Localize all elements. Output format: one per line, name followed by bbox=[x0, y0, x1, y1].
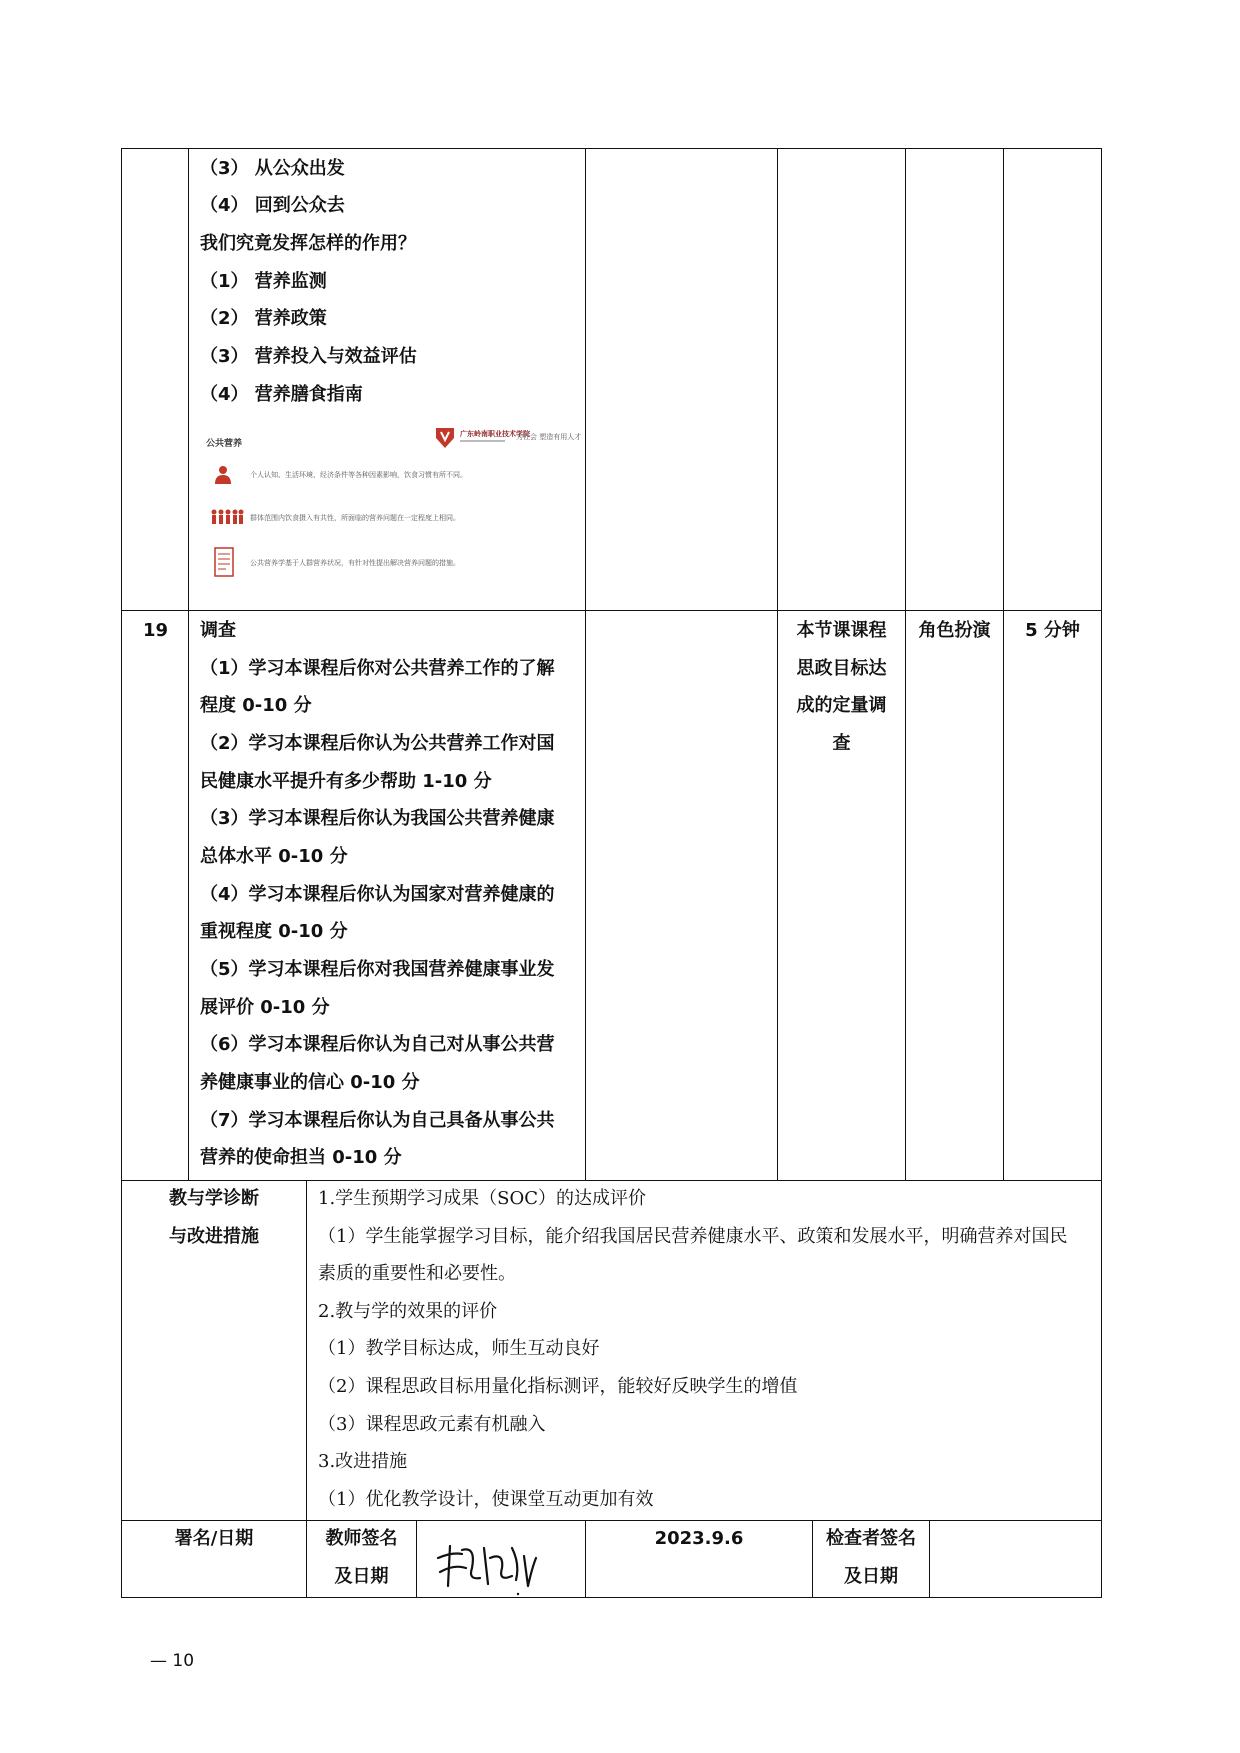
signature-date: 2023.9.6 bbox=[654, 1528, 744, 1549]
row18-role-3: （3） 营养投入与效益评估 bbox=[200, 346, 417, 367]
slide-title: 公共营养 bbox=[206, 439, 243, 449]
document-icon bbox=[214, 547, 234, 577]
row19-heading: 调查 bbox=[200, 620, 236, 641]
row19-goal-line-4: 查 bbox=[832, 733, 851, 754]
slide-line-1: 个人认知、生活环境、经济条件等各种因素影响，饮食习惯有所不同。 bbox=[250, 471, 467, 479]
slide-line-2: 群体范围内饮食摄入有共性，所面临的营养问题在一定程度上相同。 bbox=[250, 514, 460, 522]
row18-role-4: （4） 营养膳食指南 bbox=[200, 384, 363, 405]
group-icon bbox=[210, 508, 244, 526]
row19-line-10: 展评价 0-10 分 bbox=[200, 997, 330, 1018]
teacher-label-line-1: 教师签名 bbox=[325, 1528, 398, 1549]
row19-method: 角色扮演 bbox=[918, 620, 991, 641]
row18-question: 我们究竟发挥怎样的作用？ bbox=[200, 233, 416, 254]
row19-line-1: （1）学习本课程后你对公共营养工作的了解 bbox=[200, 658, 555, 679]
diagnosis-line-7: （3）课程思政元素有机融入 bbox=[318, 1414, 546, 1435]
row19-line-8: 重视程度 0-10 分 bbox=[200, 921, 348, 942]
row19-line-12: 养健康事业的信心 0-10 分 bbox=[200, 1072, 420, 1093]
row19-goal-line-2: 思政目标达 bbox=[796, 658, 887, 679]
row19-line-11: （6）学习本课程后你认为自己对从事公共营 bbox=[200, 1034, 555, 1055]
row19-line-14: 营养的使命担当 0-10 分 bbox=[200, 1147, 402, 1168]
slide-thumbnail bbox=[198, 421, 582, 590]
school-logo-icon bbox=[434, 426, 456, 450]
diagnosis-label-line-2: 与改进措施 bbox=[169, 1226, 259, 1247]
row19-line-13: （7）学习本课程后你认为自己具备从事公共 bbox=[200, 1110, 555, 1131]
slide-logo-text: 广东岭南职业技术学院 bbox=[460, 430, 530, 438]
diagnosis-line-1: 1.学生预期学习成果（SOC）的达成评价 bbox=[318, 1188, 647, 1209]
row19-number: 19 bbox=[143, 620, 169, 641]
row19-line-4: 民健康水平提升有多少帮助 1-10 分 bbox=[200, 771, 492, 792]
teacher-label-line-2: 及日期 bbox=[334, 1566, 389, 1587]
diagnosis-line-6: （2）课程思政目标用量化指标测评，能较好反映学生的增值 bbox=[318, 1376, 798, 1397]
row19-line-5: （3）学习本课程后你认为我国公共营养健康 bbox=[200, 808, 555, 829]
row19-line-7: （4）学习本课程后你认为国家对营养健康的 bbox=[200, 884, 555, 905]
page-number: — 10 bbox=[150, 1651, 195, 1671]
diagnosis-line-8: 3.改进措施 bbox=[318, 1451, 408, 1472]
row19-line-3: （2）学习本课程后你认为公共营养工作对国 bbox=[200, 733, 555, 754]
row19-line-6: 总体水平 0-10 分 bbox=[200, 846, 348, 867]
row18-role-2: （2） 营养政策 bbox=[200, 308, 327, 329]
row18-item-4: （4） 回到公众去 bbox=[200, 195, 345, 216]
row18-role-1: （1） 营养监测 bbox=[200, 271, 327, 292]
row19-goal-line-1: 本节课课程 bbox=[796, 620, 887, 641]
row19-duration: 5 分钟 bbox=[1025, 620, 1080, 641]
diagnosis-line-5: （1）教学目标达成，师生互动良好 bbox=[318, 1338, 600, 1359]
checker-label-line-2: 及日期 bbox=[844, 1566, 898, 1587]
diagnosis-line-3: 素质的重要性和必要性。 bbox=[318, 1263, 516, 1284]
teacher-signature bbox=[432, 1528, 542, 1598]
signature-label: 署名/日期 bbox=[174, 1528, 254, 1549]
slide-line-3: 公共营养学基于人群营养状况，有针对性提出解决营养问题的措施。 bbox=[250, 559, 460, 567]
row18-item-3: （3） 从公众出发 bbox=[200, 158, 345, 179]
diagnosis-label-line-1: 教与学诊断 bbox=[169, 1188, 259, 1209]
row19-line-2: 程度 0-10 分 bbox=[200, 695, 312, 716]
row19-goal-line-3: 成的定量调 bbox=[796, 695, 887, 716]
diagnosis-line-4: 2.教与学的效果的评价 bbox=[318, 1301, 498, 1322]
diagnosis-line-2: （1）学生能掌握学习目标，能介绍我国居民营养健康水平、政策和发展水平，明确营养对国民 bbox=[318, 1226, 1068, 1247]
diagnosis-line-9: （1）优化教学设计，使课堂互动更加有效 bbox=[318, 1489, 654, 1510]
person-icon bbox=[214, 465, 232, 485]
slide-logo-rule bbox=[460, 440, 505, 442]
slide-logo-slogan: 为社会 塑造有用人才 bbox=[516, 433, 582, 441]
row19-line-9: （5）学习本课程后你对我国营养健康事业发 bbox=[200, 959, 555, 980]
checker-label-line-1: 检查者签名 bbox=[826, 1528, 916, 1549]
